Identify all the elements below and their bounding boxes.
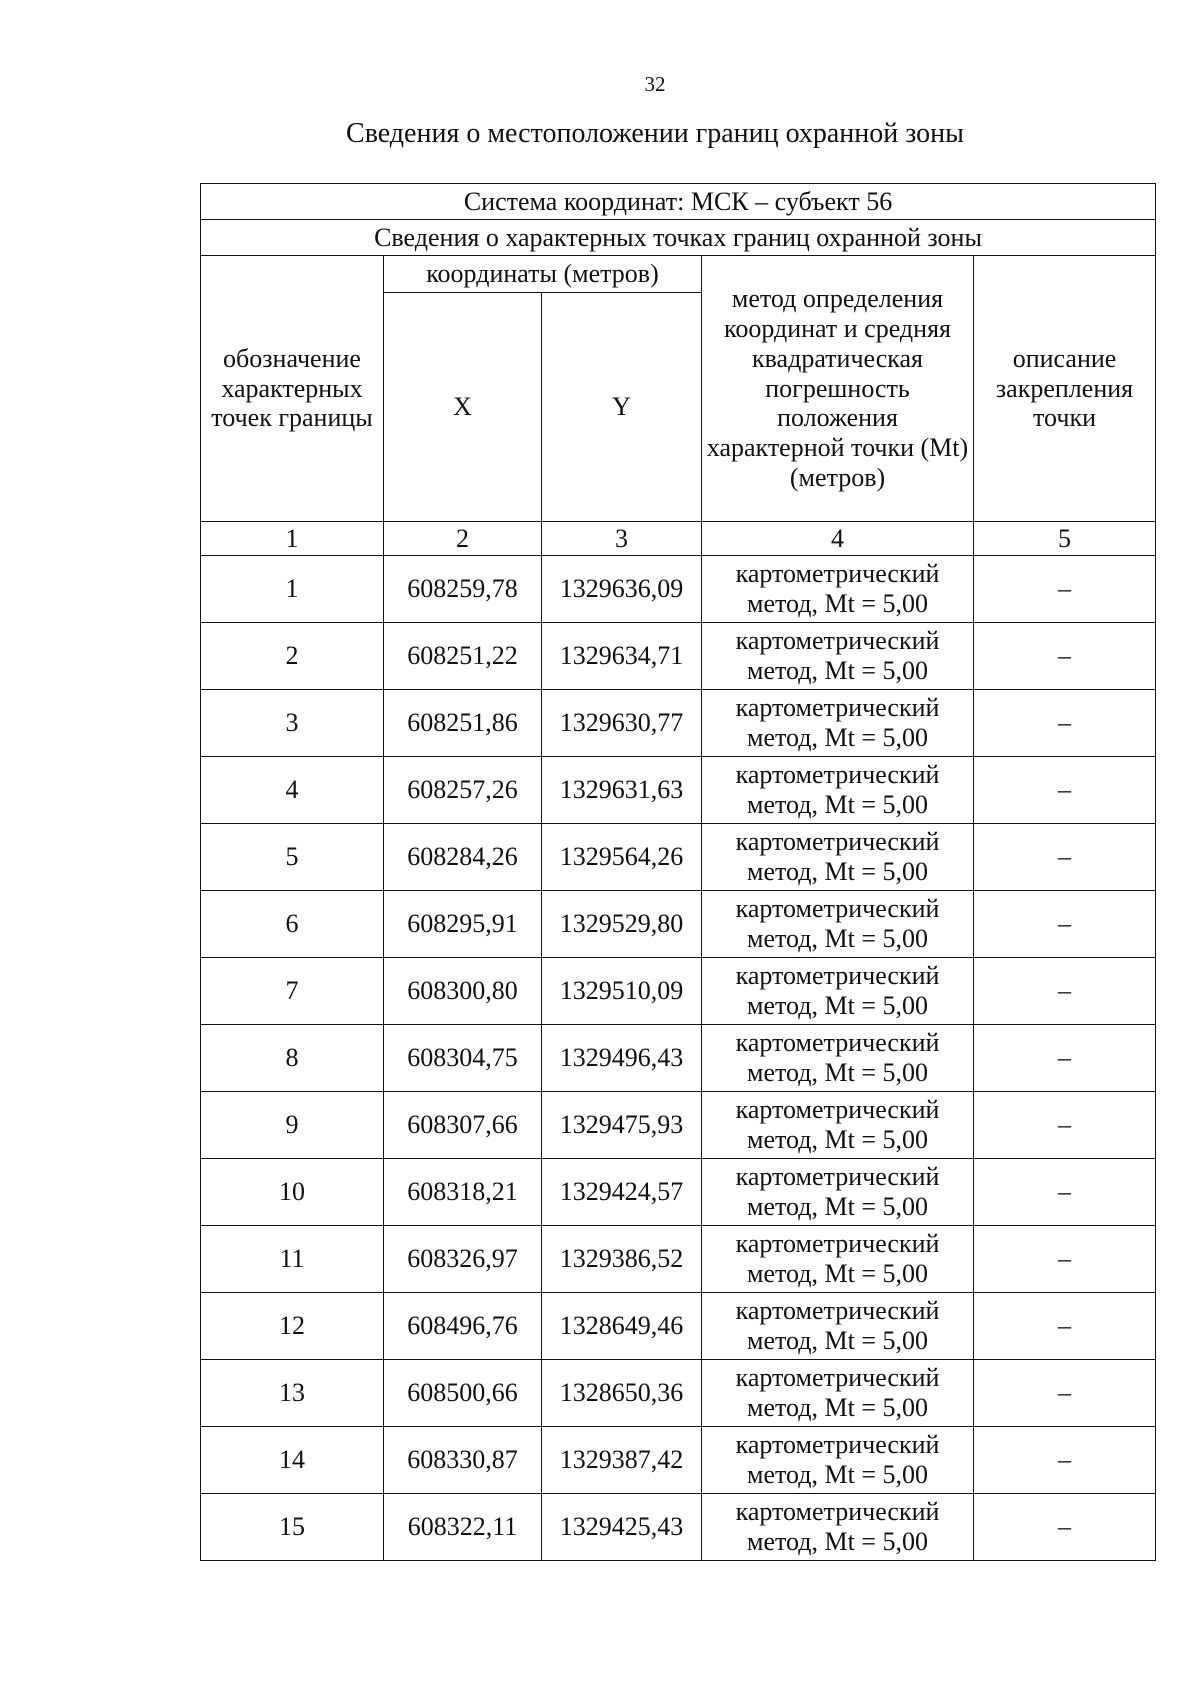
method-cell: картометрический метод, Mt = 5,00 bbox=[702, 1159, 974, 1226]
y-coordinate-cell: 1329634,71 bbox=[542, 623, 702, 690]
description-cell: – bbox=[974, 757, 1156, 824]
y-coordinate-cell: 1329475,93 bbox=[542, 1092, 702, 1159]
y-coordinate-cell: 1329636,09 bbox=[542, 556, 702, 623]
y-coordinate-cell: 1329387,42 bbox=[542, 1427, 702, 1494]
y-coordinate-cell: 1329529,80 bbox=[542, 891, 702, 958]
x-coordinate-cell: 608257,26 bbox=[384, 757, 542, 824]
point-number-cell: 15 bbox=[201, 1494, 384, 1561]
description-cell: – bbox=[974, 824, 1156, 891]
x-coordinate-cell: 608330,87 bbox=[384, 1427, 542, 1494]
method-cell: картометрический метод, Mt = 5,00 bbox=[702, 556, 974, 623]
description-cell: – bbox=[974, 1226, 1156, 1293]
method-cell: картометрический метод, Mt = 5,00 bbox=[702, 690, 974, 757]
y-coordinate-cell: 1329564,26 bbox=[542, 824, 702, 891]
method-cell: картометрический метод, Mt = 5,00 bbox=[702, 824, 974, 891]
method-cell: картометрический метод, Mt = 5,00 bbox=[702, 1226, 974, 1293]
method-cell: картометрический метод, Mt = 5,00 bbox=[702, 1025, 974, 1092]
description-cell: – bbox=[974, 1494, 1156, 1561]
description-cell: – bbox=[974, 1025, 1156, 1092]
table-row bbox=[201, 891, 1156, 958]
x-coordinate-cell: 608251,86 bbox=[384, 690, 542, 757]
table-row bbox=[201, 824, 1156, 891]
description-cell: – bbox=[974, 1293, 1156, 1360]
description-cell: – bbox=[974, 690, 1156, 757]
table-row bbox=[201, 1293, 1156, 1360]
description-cell: – bbox=[974, 556, 1156, 623]
table-row bbox=[201, 1159, 1156, 1226]
method-cell: картометрический метод, Mt = 5,00 bbox=[702, 623, 974, 690]
table-subtitle-cell: Сведения о характерных точках границ охранной зоны bbox=[201, 220, 1156, 256]
table-row bbox=[201, 556, 1156, 623]
header-coordinates: координаты (метров) bbox=[384, 256, 702, 293]
description-cell: – bbox=[974, 1159, 1156, 1226]
description-cell: – bbox=[974, 1360, 1156, 1427]
table-row bbox=[201, 1025, 1156, 1092]
point-number-cell: 2 bbox=[201, 623, 384, 690]
table-row bbox=[201, 1226, 1156, 1293]
page-number: 32 bbox=[644, 72, 666, 96]
method-cell: картометрический метод, Mt = 5,00 bbox=[702, 1427, 974, 1494]
y-coordinate-cell: 1329510,09 bbox=[542, 958, 702, 1025]
column-number: 4 bbox=[702, 522, 974, 556]
point-number-cell: 8 bbox=[201, 1025, 384, 1092]
table-row bbox=[201, 1092, 1156, 1159]
method-cell: картометрический метод, Mt = 5,00 bbox=[702, 958, 974, 1025]
y-coordinate-cell: 1329630,77 bbox=[542, 690, 702, 757]
point-number-cell: 7 bbox=[201, 958, 384, 1025]
table-subtitle-row bbox=[201, 220, 1156, 256]
y-coordinate-cell: 1329425,43 bbox=[542, 1494, 702, 1561]
point-number-cell: 4 bbox=[201, 757, 384, 824]
method-cell: картометрический метод, Mt = 5,00 bbox=[702, 1360, 974, 1427]
table-row bbox=[201, 757, 1156, 824]
column-number: 1 bbox=[201, 522, 384, 556]
header-method: метод определения координат и средняя квадратическая погрешность положения характерной точки (Mt) (метров) bbox=[702, 256, 974, 522]
table-row bbox=[201, 958, 1156, 1025]
y-coordinate-cell: 1329496,43 bbox=[542, 1025, 702, 1092]
header-designation: обозначение характерных точек границы bbox=[201, 256, 384, 522]
point-number-cell: 5 bbox=[201, 824, 384, 891]
point-number-cell: 6 bbox=[201, 891, 384, 958]
point-number-cell: 11 bbox=[201, 1226, 384, 1293]
column-numbers-row bbox=[201, 522, 1156, 556]
point-number-cell: 1 bbox=[201, 556, 384, 623]
table-row bbox=[201, 1427, 1156, 1494]
x-coordinate-cell: 608326,97 bbox=[384, 1226, 542, 1293]
x-coordinate-cell: 608300,80 bbox=[384, 958, 542, 1025]
method-cell: картометрический метод, Mt = 5,00 bbox=[702, 891, 974, 958]
x-coordinate-cell: 608295,91 bbox=[384, 891, 542, 958]
method-cell: картометрический метод, Mt = 5,00 bbox=[702, 1494, 974, 1561]
column-number: 5 bbox=[974, 522, 1156, 556]
point-number-cell: 10 bbox=[201, 1159, 384, 1226]
x-coordinate-cell: 608284,26 bbox=[384, 824, 542, 891]
y-coordinate-cell: 1329424,57 bbox=[542, 1159, 702, 1226]
column-number: 3 bbox=[542, 522, 702, 556]
method-cell: картометрический метод, Mt = 5,00 bbox=[702, 757, 974, 824]
description-cell: – bbox=[974, 1427, 1156, 1494]
x-coordinate-cell: 608496,76 bbox=[384, 1293, 542, 1360]
description-cell: – bbox=[974, 891, 1156, 958]
y-coordinate-cell: 1329631,63 bbox=[542, 757, 702, 824]
header-row bbox=[201, 256, 1156, 293]
table-row bbox=[201, 623, 1156, 690]
table-row bbox=[201, 1494, 1156, 1561]
table-row bbox=[201, 1360, 1156, 1427]
y-coordinate-cell: 1328649,46 bbox=[542, 1293, 702, 1360]
x-coordinate-cell: 608322,11 bbox=[384, 1494, 542, 1561]
y-coordinate-cell: 1329386,52 bbox=[542, 1226, 702, 1293]
column-number: 2 bbox=[384, 522, 542, 556]
table-row bbox=[201, 690, 1156, 757]
description-cell: – bbox=[974, 1092, 1156, 1159]
y-coordinate-cell: 1328650,36 bbox=[542, 1360, 702, 1427]
x-coordinate-cell: 608251,22 bbox=[384, 623, 542, 690]
x-coordinate-cell: 608259,78 bbox=[384, 556, 542, 623]
header-x: X bbox=[384, 293, 542, 522]
method-cell: картометрический метод, Mt = 5,00 bbox=[702, 1293, 974, 1360]
boundary-points-table bbox=[200, 183, 1156, 1561]
point-number-cell: 13 bbox=[201, 1360, 384, 1427]
point-number-cell: 12 bbox=[201, 1293, 384, 1360]
coordinate-system-cell: Система координат: МСК – субъект 56 bbox=[201, 184, 1156, 220]
coordinate-system-row bbox=[201, 184, 1156, 220]
x-coordinate-cell: 608318,21 bbox=[384, 1159, 542, 1226]
x-coordinate-cell: 608500,66 bbox=[384, 1360, 542, 1427]
document-title: Сведения о местоположении границ охранной зоны bbox=[346, 118, 964, 149]
header-y: Y bbox=[542, 293, 702, 522]
description-cell: – bbox=[974, 958, 1156, 1025]
point-number-cell: 9 bbox=[201, 1092, 384, 1159]
header-description: описание закрепления точки bbox=[974, 256, 1156, 522]
x-coordinate-cell: 608304,75 bbox=[384, 1025, 542, 1092]
x-coordinate-cell: 608307,66 bbox=[384, 1092, 542, 1159]
point-number-cell: 3 bbox=[201, 690, 384, 757]
description-cell: – bbox=[974, 623, 1156, 690]
point-number-cell: 14 bbox=[201, 1427, 384, 1494]
method-cell: картометрический метод, Mt = 5,00 bbox=[702, 1092, 974, 1159]
